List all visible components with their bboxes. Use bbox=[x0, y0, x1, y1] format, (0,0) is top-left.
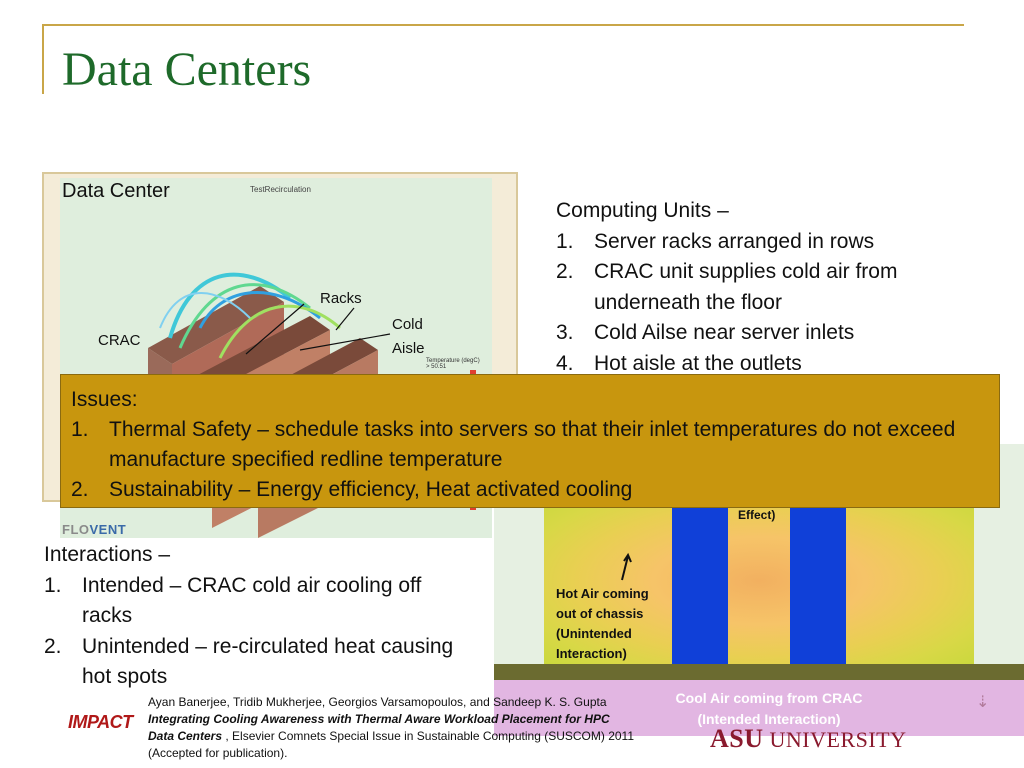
issues-box bbox=[60, 374, 1000, 508]
crac-label: CRAC bbox=[98, 332, 141, 349]
item-text: Thermal Safety – schedule tasks into servers so that their inlet temperatures do not exceed manufacture specified redline temperature bbox=[109, 418, 956, 471]
simulation-title: TestRecirculation bbox=[250, 185, 311, 194]
asu-university: UNIVERSITY bbox=[769, 727, 907, 752]
cool-air-line: Cool Air coming from CRAC bbox=[675, 690, 863, 706]
item-number: 1. bbox=[71, 418, 89, 441]
item-number: 3. bbox=[556, 321, 574, 344]
item-text: Sustainability – Energy efficiency, Heat activated cooling bbox=[109, 478, 633, 501]
hot-air-line: out of chassis bbox=[556, 606, 644, 621]
hot-air-line: Hot Air coming bbox=[556, 586, 649, 601]
aisle-label: Aisle bbox=[392, 340, 425, 357]
cold-label: Cold bbox=[392, 316, 423, 333]
asu-logo bbox=[710, 724, 907, 754]
citation-venue: , Elsevier Comnets Special Issue in Sustainable Computing (SUSCOM) 2011 (Accepted for publication). bbox=[148, 729, 635, 760]
hot-air-line: Interaction) bbox=[556, 646, 627, 661]
hot-air-arrow-icon bbox=[618, 552, 634, 582]
citation-authors: Ayan Banerjee, Tridib Mukherjee, Georgios Varsamopoulos, and Sandeep K. S. Gupta bbox=[148, 695, 607, 709]
list-item bbox=[556, 318, 956, 349]
list-item bbox=[71, 475, 989, 505]
raised-floor bbox=[494, 664, 1024, 680]
racks-label: Racks bbox=[320, 290, 362, 307]
item-text: Intended – CRAC cold air cooling off racks bbox=[82, 573, 422, 627]
nav-arrow-icon: ⇣ bbox=[976, 694, 990, 711]
item-text: Unintended – re-circulated heat causing hot spots bbox=[82, 634, 454, 688]
list-item bbox=[44, 632, 454, 693]
title-accent-horizontal bbox=[42, 24, 964, 26]
legend-max: > 50.51 bbox=[426, 364, 447, 370]
rack-right bbox=[790, 506, 846, 670]
citation bbox=[148, 694, 638, 762]
legend-title: Temperature (degC) bbox=[426, 358, 480, 364]
asu-mark: ASU bbox=[710, 724, 764, 753]
computing-heading: Computing Units – bbox=[556, 199, 729, 222]
impact-logo: IMPACT bbox=[68, 712, 133, 732]
flovent-watermark bbox=[62, 522, 126, 537]
computing-units-list bbox=[556, 196, 956, 379]
list-item bbox=[556, 257, 956, 318]
cool-air-line: (Intended Interaction) bbox=[697, 711, 841, 727]
effect-label: Effect) bbox=[738, 508, 776, 522]
rack-left bbox=[672, 506, 728, 670]
flovent-part-2: VENT bbox=[89, 522, 127, 537]
item-text: Hot aisle at the outlets bbox=[594, 351, 802, 375]
item-number: 2. bbox=[71, 478, 89, 501]
hot-air-label bbox=[556, 584, 649, 664]
item-number: 1. bbox=[556, 229, 574, 253]
flovent-part-1: FLO bbox=[62, 522, 90, 537]
citation-paper: Integrating Cooling Awareness with Thermal Aware Workload Placement for HPC Data Centers bbox=[148, 712, 610, 743]
item-number: 1. bbox=[44, 573, 62, 597]
interactions-heading: Interactions – bbox=[44, 543, 171, 566]
image-label: Data Center bbox=[62, 180, 170, 202]
item-text: Cold Ailse near server inlets bbox=[594, 321, 855, 344]
item-number: 4. bbox=[556, 351, 574, 375]
item-text: Server racks arranged in rows bbox=[594, 229, 875, 253]
hot-air-line: (Unintended bbox=[556, 626, 632, 641]
title-accent-vertical bbox=[42, 24, 44, 94]
item-number: 2. bbox=[44, 634, 62, 658]
list-item bbox=[556, 227, 956, 258]
issues-heading: Issues: bbox=[71, 388, 138, 411]
list-item bbox=[71, 415, 989, 475]
list-item bbox=[44, 571, 454, 632]
interactions-list bbox=[44, 540, 454, 693]
item-number: 2. bbox=[556, 260, 574, 283]
slide-title: Data Centers bbox=[62, 43, 312, 96]
item-text: CRAC unit supplies cold air from underneath the floor bbox=[594, 260, 898, 314]
